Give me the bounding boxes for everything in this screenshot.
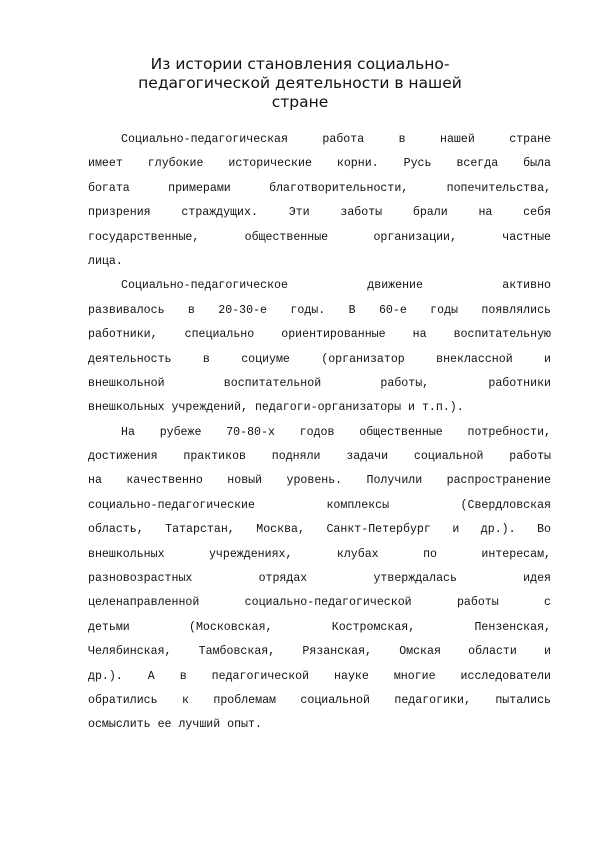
text-line: социально-педагогические комплексы (Свердловская <box>88 498 551 512</box>
text-line: детьми (Московская, Костромская, Пензенская, <box>88 620 551 634</box>
text-line: достижения практиков подняли задачи социальной работы <box>88 450 551 464</box>
document-body <box>88 128 551 738</box>
text-line: На рубеже 70-80-х годов общественные потребности, <box>121 425 551 439</box>
text-line: работники, специально ориентированные на воспитательную <box>88 328 551 342</box>
text-line: имеет глубокие исторические корни. Русь всегда была <box>88 157 551 171</box>
text-line: область, Татарстан, Москва, Санкт-Петербург и др.). Во <box>88 523 551 537</box>
text-line: деятельность в социуме (организатор внеклассной и <box>88 352 551 366</box>
text-line: Челябинская, Тамбовская, Рязанская, Омская области и <box>88 645 551 659</box>
title-line: педагогической деятельности в нашей <box>138 74 462 92</box>
paragraph-2 <box>88 274 551 420</box>
text-line: развивалось в 20-30-е годы. В 60-е годы появлялись <box>88 303 551 317</box>
paragraph-1 <box>88 128 551 274</box>
title-line: стране <box>271 93 329 111</box>
text-line: Социально-педагогическая работа в нашей стране <box>121 133 551 146</box>
text-line: обратились к проблемам социальной педагогики, пытались <box>88 693 551 707</box>
text-line: лица. <box>88 254 123 268</box>
text-line: внешкольных учреждениях, клубах по интересам, <box>88 547 551 561</box>
document-title <box>110 55 490 112</box>
paragraph-3 <box>88 421 551 738</box>
text-line: на качественно новый уровень. Получили распространение <box>88 474 551 488</box>
text-line: целенаправленной социально-педагогической работы с <box>88 596 551 610</box>
text-line: призрения страждущих. Эти заботы брали на себя <box>88 206 551 220</box>
title-line: Из истории становления социально- <box>150 55 450 73</box>
text-line: Социально-педагогическое движение активно <box>121 279 551 293</box>
text-line: осмыслить ее лучший опыт. <box>88 718 262 732</box>
text-line: богата примерами благотворительности, попечительства, <box>88 181 551 195</box>
text-line: др.). А в педагогической науке многие исследователи <box>88 669 551 683</box>
text-line: внешкольной воспитательной работы, работники <box>88 376 551 390</box>
text-line: внешкольных учреждений, педагоги-организаторы и т.п.). <box>88 401 464 415</box>
text-line: государственные, общественные организации, частные <box>88 230 551 244</box>
text-line: разновозрастных отрядах утверждалась идея <box>88 572 551 586</box>
